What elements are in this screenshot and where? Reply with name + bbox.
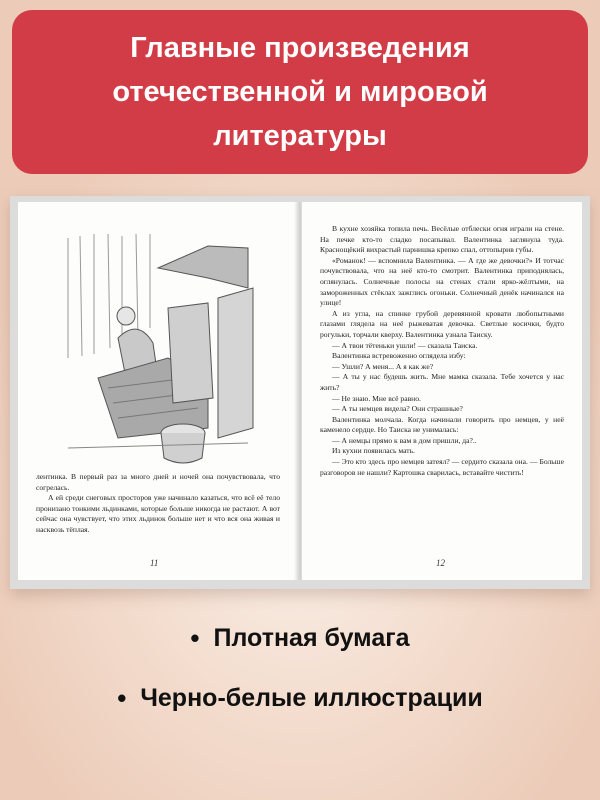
paragraph: — Не знаю. Мне всё равно. <box>332 393 421 403</box>
bullet-icon: • <box>190 622 200 653</box>
right-page-text <box>320 224 564 478</box>
left-page-text <box>36 472 280 536</box>
right-page <box>302 202 582 580</box>
banner-line-2: отечественной и мировой <box>112 76 488 108</box>
paragraph: — А немцы прямо к вам в дом пришли, да?.. <box>332 435 477 445</box>
paragraph: — Это кто здесь про немцев затеял? — сердито сказала она. — Больше разговоров не нашли? Картошка сварилась, вставайте чистить! <box>320 457 564 477</box>
paragraph: «Романок! — вспомнила Валентинка. — А где же девочки?» И тотчас почувствовала, что на неё кто-то смотрит. Валентинка приподнялась, оглянулась. Солнечные полосы на стенах стали ярко-жёлтыми, на замороженных стёклах зажглись огоньки. Солнечный денёк начинался на улице! <box>320 255 564 308</box>
banner-line-3: литературы <box>213 120 387 152</box>
paragraph: Валентинка молчала. Когда начинали говорить про немцев, у неё каменело сердце. Но Таиска не унималась: <box>320 414 564 435</box>
feature-item <box>0 680 600 716</box>
paragraph: Валентинка встревоженно оглядела избу: <box>332 351 466 361</box>
paragraph: А из угла, на спинке грубой деревянной кровати любопытными глазами глядела на неё рыжеватая девочка. Светлые косички, будто рогульки, торчали кверху. Валентинка узнала Таиску. <box>320 308 564 339</box>
paragraph: — А ты у нас будешь жить. Мне мамка сказала. Тебе хочется у нас жить? <box>320 372 564 392</box>
sketch-illustration <box>58 228 258 468</box>
paragraph: лентинка. В первый раз за много дней и ночей она почувствовала, что согрелась. <box>36 472 280 492</box>
page-number: 11 <box>150 558 159 568</box>
open-book-photo <box>10 196 590 589</box>
paragraph: — Ушли? А меня... А я как же? <box>332 361 434 371</box>
paragraph: В кухне хозяйка топила печь. Весёлые отблески огня играли на стене. На печке кто-то сладко посапывал. Валентинка заглянула туда. Краснощёкий вихрастый парнишка крепко спал, оттопырив губы. <box>320 224 564 255</box>
feature-list <box>0 620 600 740</box>
feature-label: Черно-белые иллюстрации <box>140 683 483 712</box>
feature-item <box>0 620 600 656</box>
banner-line-1: Главные произведения <box>130 32 470 64</box>
paragraph: — А ты немцев видела? Они страшные? <box>332 404 463 414</box>
bullet-icon: • <box>117 682 127 713</box>
title-banner <box>12 10 588 174</box>
paragraph: А ей среди снеговых просторов уже начинало казаться, что всё её тело пронизано тонкими льдинками, которые больше никогда не растают. А вот сейчас она чувствует, что этих льдинок больше нет и что вся она живая и насквозь тёплая. <box>36 493 280 534</box>
paragraph: — А твои тётеньки ушли! — сказала Таиска. <box>332 340 478 350</box>
left-page <box>18 202 298 580</box>
paragraph: Из кухни появилась мать. <box>332 446 415 456</box>
feature-label: Плотная бумага <box>213 623 410 652</box>
page-number: 12 <box>436 558 445 568</box>
